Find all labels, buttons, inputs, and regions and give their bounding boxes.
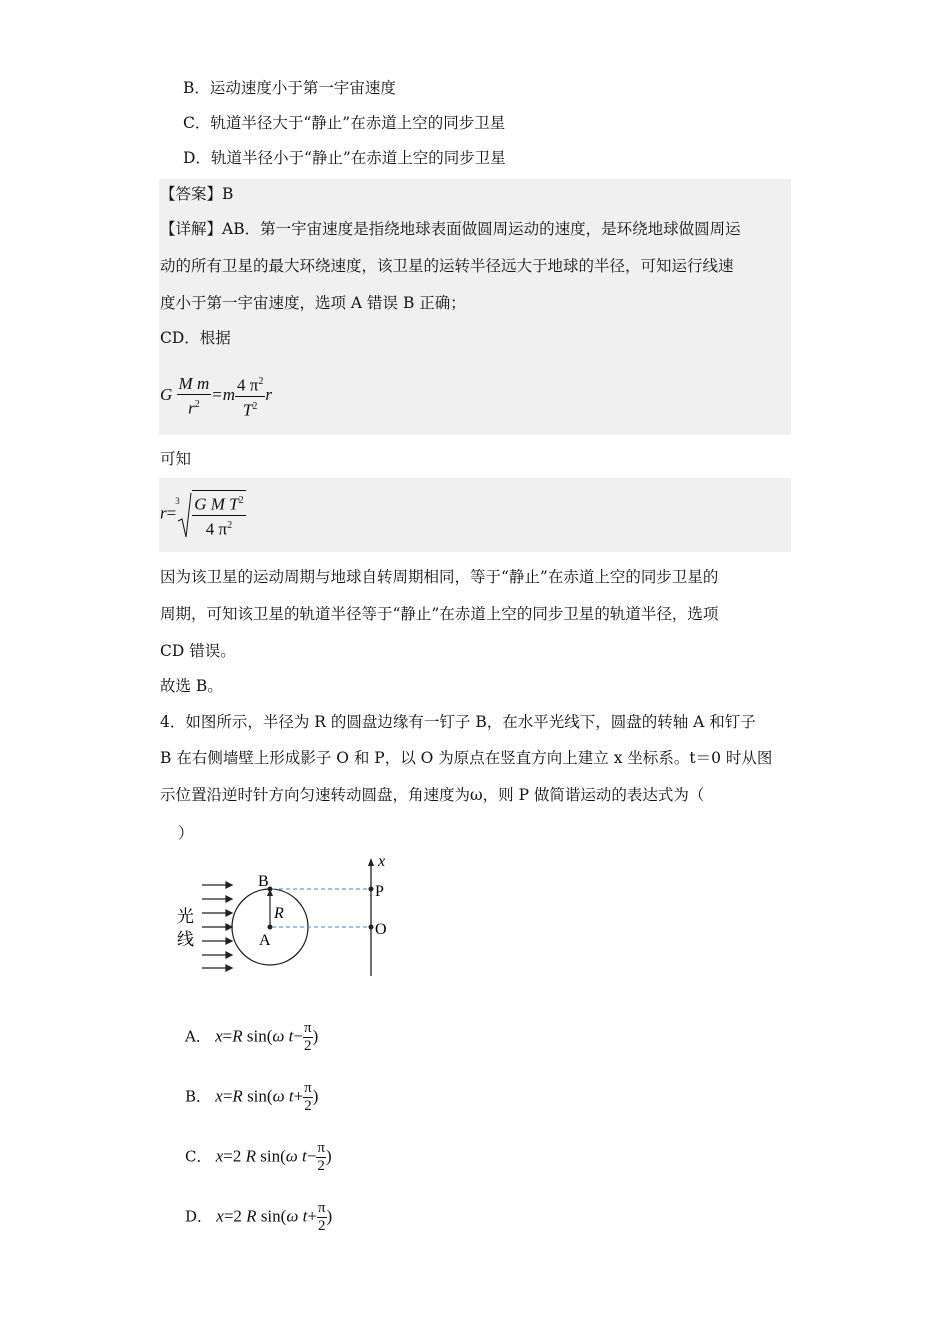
q4-line-4: ） [178, 824, 194, 842]
cd-intro: CD．根据 [160, 329, 231, 347]
label-p: P [375, 883, 384, 900]
label-o: O [375, 921, 387, 938]
label-x: x [378, 853, 386, 870]
option-c: C．轨道半径大于“静止”在赤道上空的同步卫星 [183, 114, 506, 132]
final-answer: 故选 B。 [160, 677, 223, 695]
kezhi-text: 可知 [160, 450, 192, 468]
q4-option-c: C． x=2 R sin(ω t− $\frac{\pi}{2}$ ) [185, 1140, 332, 1174]
detail-line-3: 度小于第一宇宙速度，选项 A 错误 B 正确； [160, 294, 466, 312]
formula-shade [159, 478, 791, 552]
conclusion-line-3: CD 错误。 [160, 642, 236, 660]
answer-line: 【答案】B [160, 185, 234, 203]
option-d: D．轨道半径小于“静止”在赤道上空的同步卫星 [183, 149, 506, 167]
detail-line-1: 【详解】AB．第一宇宙速度是指绕地球表面做圆周运动的速度，是环绕地球做圆周运 [160, 220, 741, 238]
light-label-2: 线 [177, 930, 194, 950]
label-r: R [274, 905, 284, 922]
disk-shadow-figure [170, 852, 400, 982]
option-b: B．运动速度小于第一宇宙速度 [183, 79, 396, 97]
light-label-1: 光 [177, 907, 194, 927]
shadow-point-p [369, 887, 374, 892]
light-arrows [202, 882, 232, 971]
q4-option-d: D． x=2 R sin(ω t+ $\frac{\pi}{2}$ ) [185, 1200, 333, 1234]
conclusion-line-1: 因为该卫星的运动周期与地球自转周期相同，等于“静止”在赤道上空的同步卫星的 [160, 568, 719, 586]
formula-radius: r= 3 $\frac{G M T^2}{4 \pi^2}$ [160, 490, 246, 539]
shadow-point-o [369, 925, 374, 930]
q4-line-2: B 在右侧墙壁上形成影子 O 和 P，以 O 为原点在竖直方向上建立 x 坐标系。t＝0 时从图 [160, 749, 773, 767]
formula-gravitation: G $\frac{\text{M m}}{r^2}$ =m $\frac{4 \pi^2}{T^2}$ r [160, 373, 272, 420]
q4-line-3: 示位置沿逆时针方向匀速转动圆盘，角速度为ω，则 P 做简谐运动的表达式为（ [160, 786, 705, 804]
label-b: B [258, 873, 269, 890]
conclusion-line-2: 周期，可知该卫星的轨道半径等于“静止”在赤道上空的同步卫星的轨道半径，选项 [160, 605, 719, 623]
q4-option-a: A． x=R sin(ω t− $\frac{\pi}{2}$ ) [185, 1020, 319, 1054]
q4-line-1: 4．如图所示，半径为 R 的圆盘边缘有一钉子 B，在水平光线下，圆盘的转轴 A 和钉子 [160, 713, 756, 731]
q4-option-b: B． x=R sin(ω t+ $\frac{\pi}{2}$ ) [185, 1080, 319, 1114]
detail-line-2: 动的所有卫星的最大环绕速度，该卫星的运转半径远大于地球的半径，可知运行线速 [160, 257, 734, 275]
label-a: A [259, 932, 271, 949]
